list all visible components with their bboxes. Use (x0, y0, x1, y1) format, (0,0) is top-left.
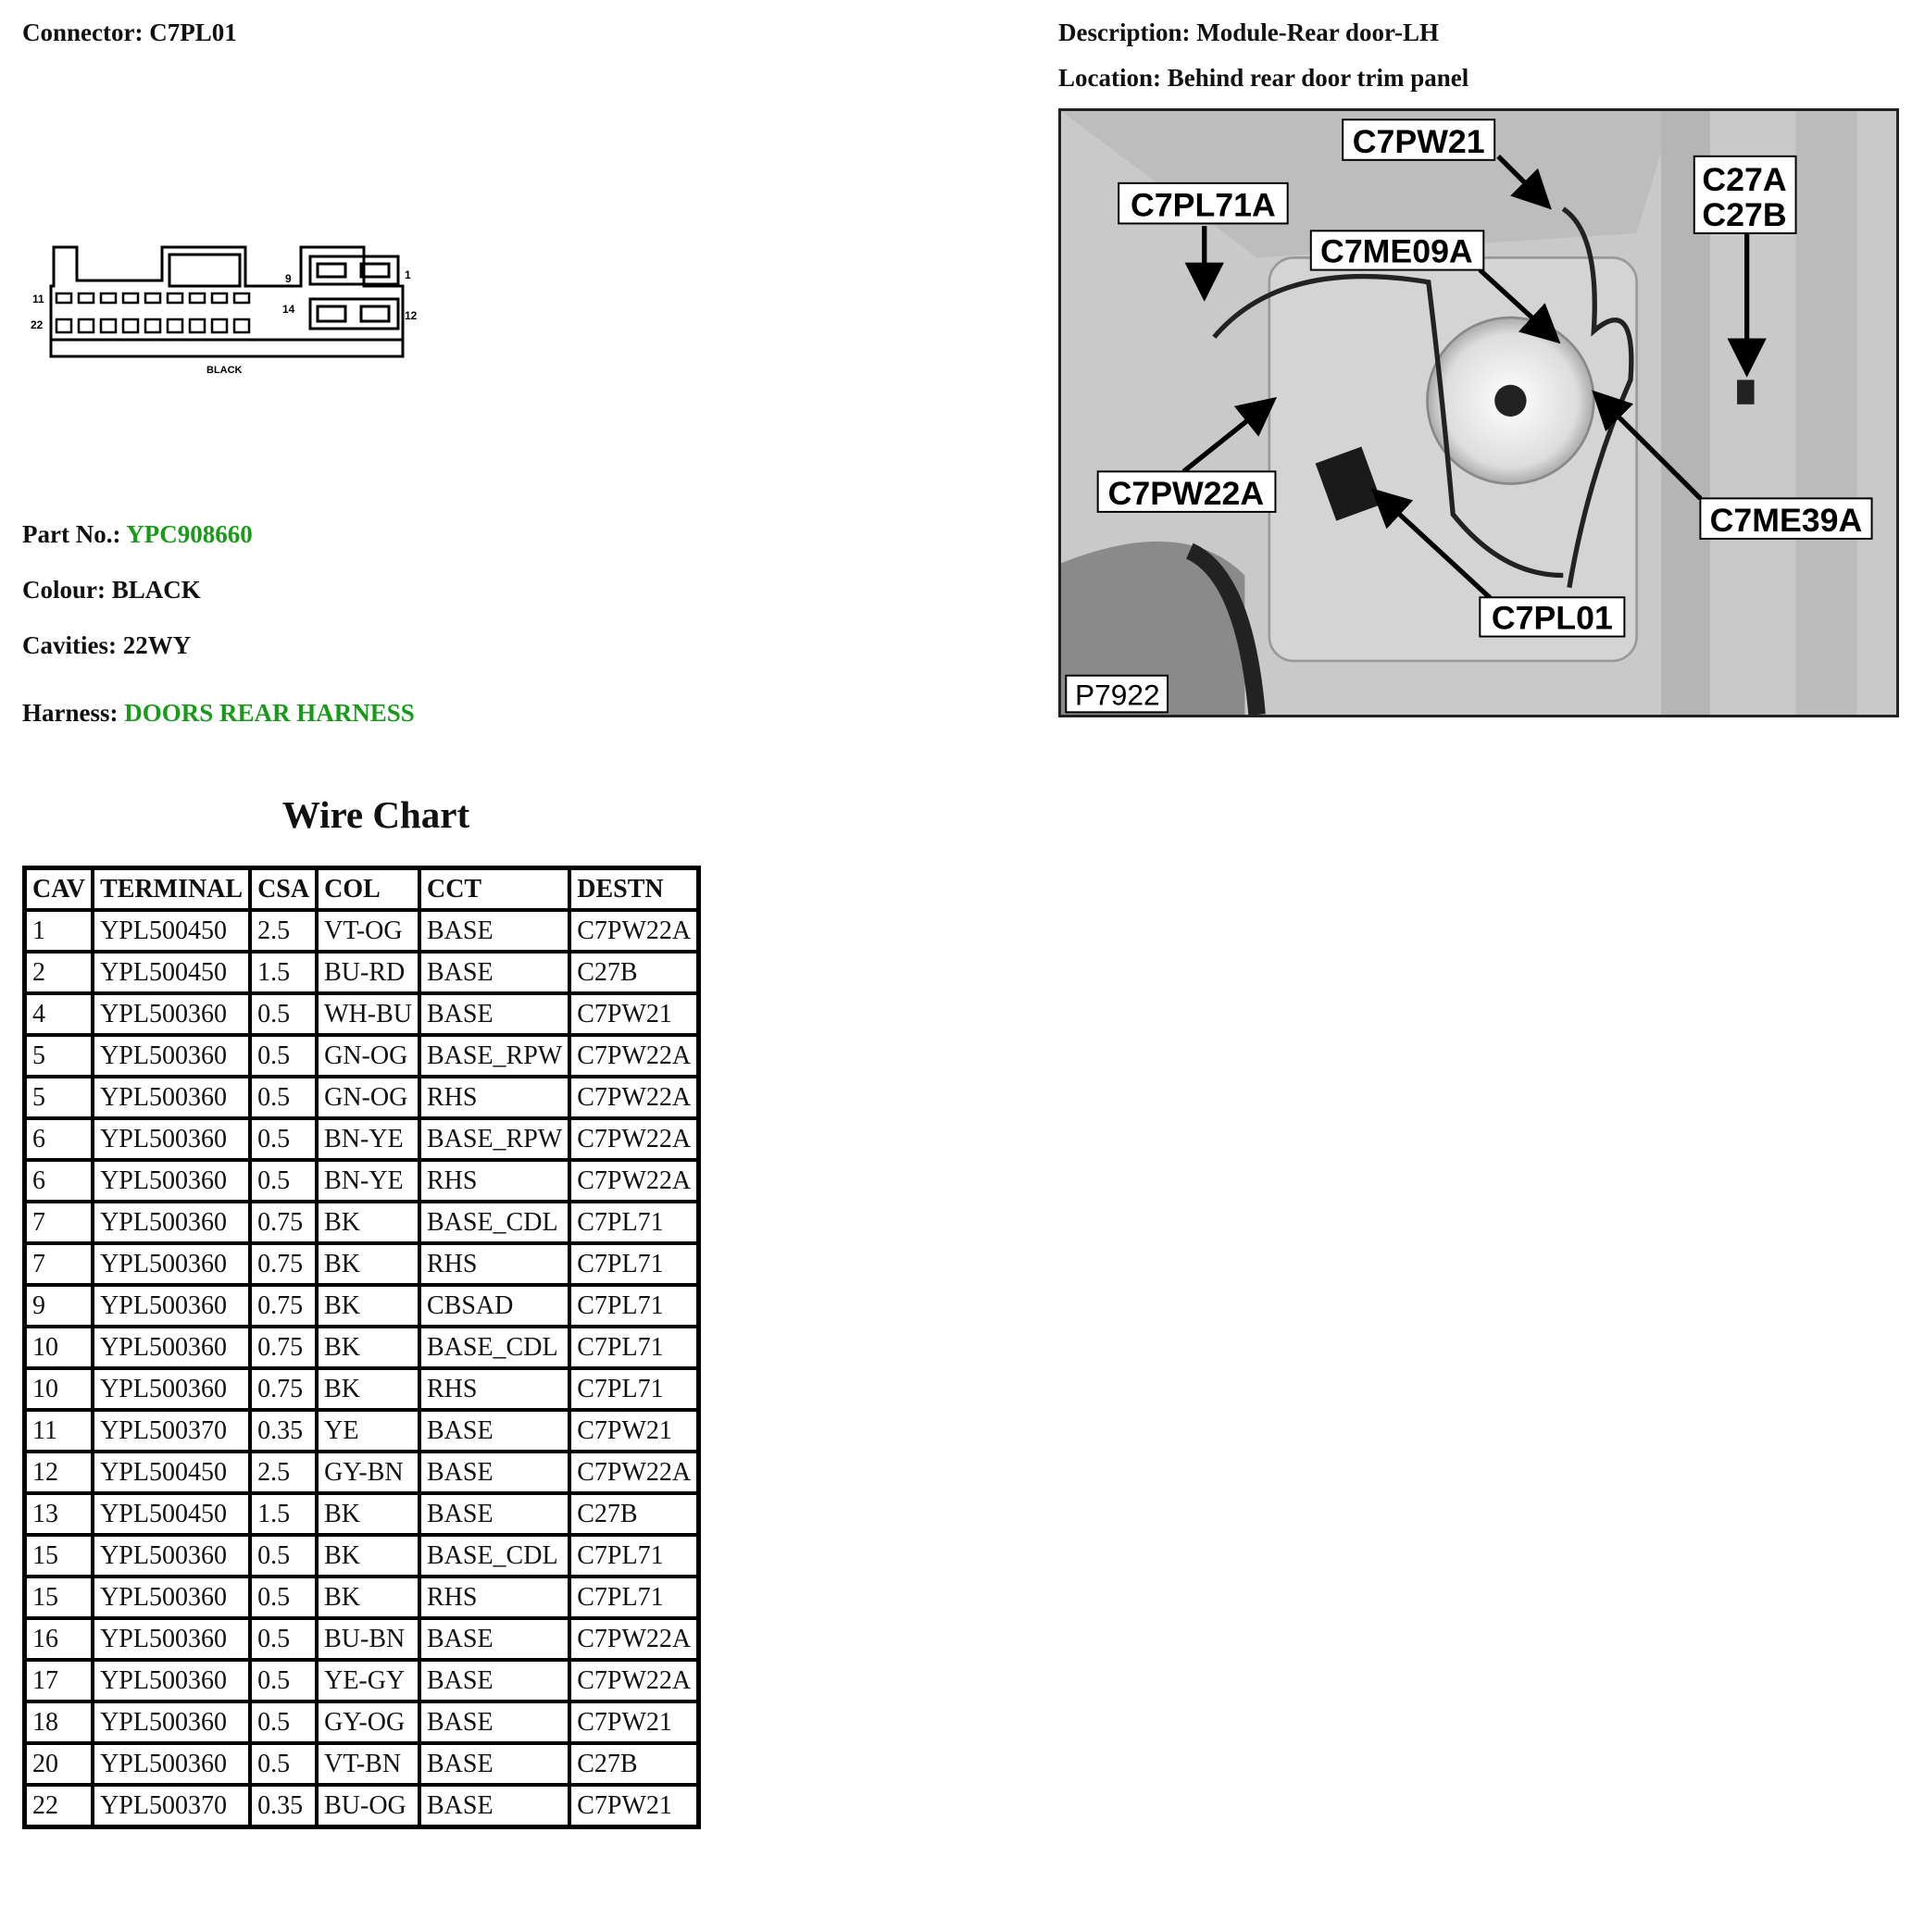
part-number-link[interactable]: YPC908660 (126, 520, 253, 548)
photo-label-c7pw21: C7PW21 (1352, 122, 1485, 160)
table-row (25, 1618, 699, 1660)
cell-destn: C7PL71 (569, 1202, 698, 1243)
wire-chart-title: Wire Chart (281, 793, 470, 836)
table-row (25, 1577, 699, 1618)
cavity-slot (212, 293, 227, 303)
cell-cct: BASE_RPW (419, 1118, 569, 1160)
cavity-slot (123, 293, 138, 303)
cavity-slot (145, 293, 160, 303)
connector-id: Connector: C7PL01 (22, 19, 237, 46)
photo-label-c7pl01: C7PL01 (1491, 599, 1613, 637)
cell-cav: 17 (25, 1660, 94, 1701)
cell-cav: 4 (25, 993, 94, 1035)
col-header-cct: CCT (419, 868, 569, 911)
table-row (25, 952, 699, 993)
cell-cct: BASE_CDL (419, 1327, 569, 1368)
cell-col: VT-BN (317, 1743, 419, 1785)
cavity-slot (101, 293, 116, 303)
cell-terminal: YPL500450 (93, 910, 250, 952)
table-row (25, 1701, 699, 1743)
cell-destn: C27B (569, 1743, 698, 1785)
cell-col: YE (317, 1410, 419, 1452)
cell-cav: 10 (25, 1368, 94, 1410)
col-header-csa: CSA (250, 868, 317, 911)
cavity-slot (145, 319, 160, 332)
cell-destn: C27B (569, 1493, 698, 1535)
cavity-slot (56, 293, 71, 303)
cell-destn: C7PW22A (569, 1452, 698, 1493)
cell-cav: 7 (25, 1202, 94, 1243)
pin-label-9: 9 (285, 272, 292, 285)
photo-label-c7me39a: C7ME39A (1709, 502, 1863, 540)
cavity-slot (168, 293, 182, 303)
table-row (25, 1202, 699, 1243)
cell-destn: C7PW21 (569, 1785, 698, 1827)
cell-csa: 1.5 (250, 952, 317, 993)
cell-cav: 5 (25, 1035, 94, 1077)
table-row (25, 910, 699, 952)
cell-csa: 0.5 (250, 1618, 317, 1660)
table-row (25, 1660, 699, 1701)
table-row (25, 1285, 699, 1327)
table-row (25, 1077, 699, 1118)
cell-csa: 0.5 (250, 1701, 317, 1743)
col-header-cav: CAV (25, 868, 94, 911)
cell-col: BK (317, 1368, 419, 1410)
cell-col: BU-OG (317, 1785, 419, 1827)
cell-destn: C7PW22A (569, 910, 698, 952)
cavity-slot (234, 319, 249, 332)
table-row (25, 1452, 699, 1493)
cell-cav: 11 (25, 1410, 94, 1452)
table-row (25, 1535, 699, 1577)
cell-col: BK (317, 1535, 419, 1577)
cell-destn: C7PL71 (569, 1368, 698, 1410)
cell-csa: 2.5 (250, 1452, 317, 1493)
cell-terminal: YPL500360 (93, 1660, 250, 1701)
cavity-slot (234, 293, 249, 303)
cell-destn: C7PW22A (569, 1160, 698, 1202)
col-header-terminal: TERMINAL (93, 868, 250, 911)
cavity-slot (101, 319, 116, 332)
cell-terminal: YPL500450 (93, 1493, 250, 1535)
cell-terminal: YPL500450 (93, 952, 250, 993)
diagram-caption: BLACK (206, 365, 243, 376)
cell-cct: BASE (419, 1410, 569, 1452)
cell-cav: 1 (25, 910, 94, 952)
pin-label-1: 1 (405, 268, 411, 281)
cell-cav: 15 (25, 1577, 94, 1618)
cavity-slot (190, 319, 205, 332)
cell-csa: 0.5 (250, 1660, 317, 1701)
cell-terminal: YPL500360 (93, 1743, 250, 1785)
cell-cct: BASE (419, 993, 569, 1035)
cell-destn: C7PW22A (569, 1118, 698, 1160)
cell-csa: 0.5 (250, 993, 317, 1035)
cell-cct: RHS (419, 1077, 569, 1118)
colour: Colour: BLACK (22, 576, 201, 604)
cell-col: BN-YE (317, 1118, 419, 1160)
cell-csa: 0.5 (250, 1077, 317, 1118)
cell-cct: RHS (419, 1243, 569, 1285)
cell-cav: 13 (25, 1493, 94, 1535)
table-row (25, 1160, 699, 1202)
cell-col: BK (317, 1202, 419, 1243)
cell-cct: BASE (419, 1701, 569, 1743)
cell-csa: 0.75 (250, 1368, 317, 1410)
photo-label-c27b: C27B (1702, 196, 1787, 234)
cell-cct: BASE (419, 1743, 569, 1785)
cell-terminal: YPL500360 (93, 1285, 250, 1327)
cell-cct: BASE (419, 1660, 569, 1701)
pin-label-14: 14 (282, 303, 295, 316)
cell-col: BK (317, 1577, 419, 1618)
cell-terminal: YPL500360 (93, 1535, 250, 1577)
cavity-slot (168, 319, 182, 332)
cell-destn: C7PW22A (569, 1077, 698, 1118)
cell-destn: C7PL71 (569, 1577, 698, 1618)
cavity-slot (212, 319, 227, 332)
harness: Harness: DOORS REAR HARNESS (22, 699, 415, 727)
cell-col: BK (317, 1327, 419, 1368)
description: Description: Module-Rear door-LH (1058, 19, 1439, 46)
photo-label-c7me09a: C7ME09A (1320, 232, 1473, 270)
cell-cct: BASE (419, 1618, 569, 1660)
cell-col: BU-BN (317, 1618, 419, 1660)
cell-cct: RHS (419, 1160, 569, 1202)
location-photo (1058, 108, 1899, 717)
cell-col: GN-OG (317, 1035, 419, 1077)
cell-cav: 7 (25, 1243, 94, 1285)
cell-destn: C7PL71 (569, 1243, 698, 1285)
table-row (25, 1493, 699, 1535)
cell-cav: 6 (25, 1160, 94, 1202)
table-header-row (25, 868, 699, 911)
photo-label-c7pl71a: C7PL71A (1131, 186, 1276, 224)
cell-cct: BASE (419, 1452, 569, 1493)
photo-label-c7pw22a: C7PW22A (1107, 475, 1265, 512)
cell-terminal: YPL500360 (93, 1118, 250, 1160)
cell-csa: 0.5 (250, 1160, 317, 1202)
cell-cav: 9 (25, 1285, 94, 1327)
table-row (25, 1035, 699, 1077)
cell-csa: 0.75 (250, 1285, 317, 1327)
cell-cav: 22 (25, 1785, 94, 1827)
cell-csa: 1.5 (250, 1493, 317, 1535)
cell-destn: C7PW21 (569, 1410, 698, 1452)
cell-csa: 0.5 (250, 1535, 317, 1577)
cell-cav: 5 (25, 1077, 94, 1118)
location: Location: Behind rear door trim panel (1058, 64, 1469, 92)
cell-terminal: YPL500360 (93, 1327, 250, 1368)
cell-col: BK (317, 1243, 419, 1285)
part-number: Part No.: YPC908660 (22, 520, 253, 548)
cell-terminal: YPL500360 (93, 1077, 250, 1118)
connector-face-diagram (31, 236, 429, 384)
wire-chart-table (22, 866, 701, 1829)
cell-terminal: YPL500370 (93, 1785, 250, 1827)
cell-terminal: YPL500360 (93, 1577, 250, 1618)
cell-col: BK (317, 1285, 419, 1327)
cell-cav: 18 (25, 1701, 94, 1743)
cell-cct: BASE (419, 910, 569, 952)
cell-cav: 6 (25, 1118, 94, 1160)
cell-terminal: YPL500360 (93, 1618, 250, 1660)
cell-terminal: YPL500360 (93, 993, 250, 1035)
cell-cav: 2 (25, 952, 94, 993)
cell-destn: C7PL71 (569, 1327, 698, 1368)
table-row (25, 1327, 699, 1368)
cell-csa: 0.75 (250, 1243, 317, 1285)
photo-ref: P7922 (1074, 678, 1160, 712)
cell-destn: C7PL71 (569, 1285, 698, 1327)
cell-cct: BASE_CDL (419, 1202, 569, 1243)
cell-col: BK (317, 1493, 419, 1535)
cell-cct: BASE (419, 1493, 569, 1535)
col-header-destn: DESTN (569, 868, 698, 911)
cell-col: GN-OG (317, 1077, 419, 1118)
photo-label-c27a: C27A (1702, 160, 1787, 198)
cell-terminal: YPL500360 (93, 1202, 250, 1243)
cell-col: YE-GY (317, 1660, 419, 1701)
cell-col: GY-BN (317, 1452, 419, 1493)
cell-col: BU-RD (317, 952, 419, 993)
cell-terminal: YPL500360 (93, 1243, 250, 1285)
table-row (25, 1785, 699, 1827)
cell-csa: 2.5 (250, 910, 317, 952)
pin-label-12: 12 (405, 309, 418, 322)
cell-terminal: YPL500450 (93, 1452, 250, 1493)
cell-destn: C27B (569, 952, 698, 993)
cell-csa: 0.75 (250, 1327, 317, 1368)
cell-destn: C7PW21 (569, 1701, 698, 1743)
col-header-col: COL (317, 868, 419, 911)
cavity-slot (79, 293, 94, 303)
cell-cav: 16 (25, 1618, 94, 1660)
cell-destn: C7PW22A (569, 1618, 698, 1660)
cell-terminal: YPL500360 (93, 1035, 250, 1077)
cell-cct: BASE (419, 1785, 569, 1827)
cell-col: VT-OG (317, 910, 419, 952)
cell-destn: C7PW21 (569, 993, 698, 1035)
cavity-slot (123, 319, 138, 332)
cell-cav: 10 (25, 1327, 94, 1368)
cavity-slot (79, 319, 94, 332)
cell-csa: 0.5 (250, 1577, 317, 1618)
cell-cct: BASE_CDL (419, 1535, 569, 1577)
cell-cct: RHS (419, 1577, 569, 1618)
table-row (25, 1410, 699, 1452)
cell-cct: BASE_RPW (419, 1035, 569, 1077)
cell-csa: 0.5 (250, 1035, 317, 1077)
table-row (25, 993, 699, 1035)
cell-cct: BASE (419, 952, 569, 993)
cell-csa: 0.75 (250, 1202, 317, 1243)
cell-destn: C7PW22A (569, 1035, 698, 1077)
cell-col: BN-YE (317, 1160, 419, 1202)
table-row (25, 1743, 699, 1785)
cell-csa: 0.5 (250, 1743, 317, 1785)
cell-destn: C7PW22A (569, 1660, 698, 1701)
pin-label-11: 11 (32, 293, 44, 305)
cell-cav: 20 (25, 1743, 94, 1785)
cell-terminal: YPL500370 (93, 1410, 250, 1452)
cell-destn: C7PL71 (569, 1535, 698, 1577)
table-row (25, 1243, 699, 1285)
cell-csa: 0.35 (250, 1410, 317, 1452)
cell-terminal: YPL500360 (93, 1160, 250, 1202)
cell-cct: RHS (419, 1368, 569, 1410)
pin-label-22: 22 (31, 318, 44, 331)
cell-cct: CBSAD (419, 1285, 569, 1327)
cavity-slot (190, 293, 205, 303)
cell-terminal: YPL500360 (93, 1368, 250, 1410)
cavity-slot (56, 319, 71, 332)
cell-terminal: YPL500360 (93, 1701, 250, 1743)
cell-csa: 0.35 (250, 1785, 317, 1827)
cell-csa: 0.5 (250, 1118, 317, 1160)
cell-col: WH-BU (317, 993, 419, 1035)
harness-link[interactable]: DOORS REAR HARNESS (124, 699, 415, 727)
cavities: Cavities: 22WY (22, 631, 192, 659)
cell-cav: 12 (25, 1452, 94, 1493)
cell-col: GY-OG (317, 1701, 419, 1743)
table-row (25, 1368, 699, 1410)
cell-cav: 15 (25, 1535, 94, 1577)
table-row (25, 1118, 699, 1160)
